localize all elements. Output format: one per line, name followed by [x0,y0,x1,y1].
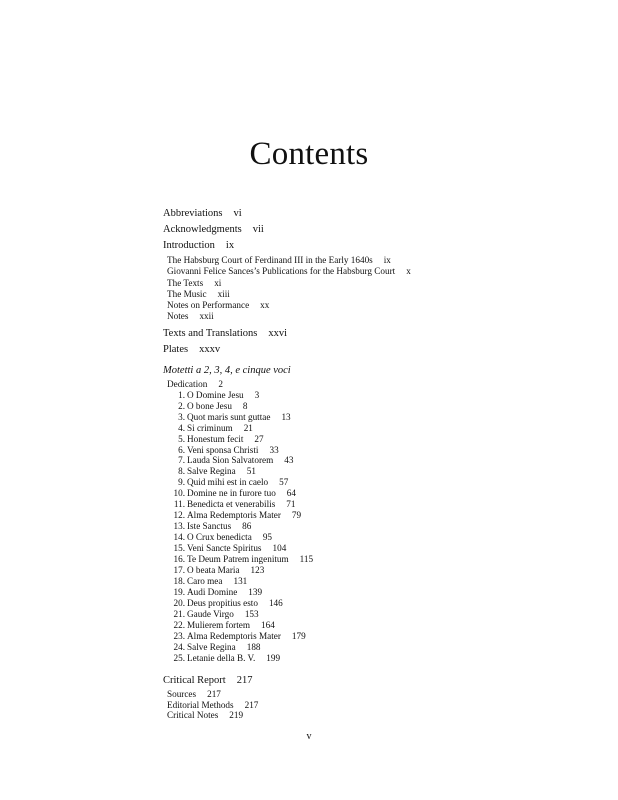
toc-subentry[interactable] [163,311,583,322]
introduction-subsections [163,255,583,323]
toc-entry-plates[interactable] [163,342,583,358]
toc-page: 131 [233,575,248,586]
toc-subentry[interactable] [163,710,583,721]
motet-entry[interactable] [167,576,583,587]
toc-page: 57 [279,477,289,488]
motet-number: 5. [178,433,185,444]
toc-page: xi [214,277,222,288]
front-matter [163,206,583,254]
toc-label: Salve Regina [187,466,236,477]
toc-page: 217 [236,674,253,686]
motet-entry[interactable] [167,488,583,499]
motet-number: 9. [178,477,185,488]
toc-subentry[interactable] [163,689,583,700]
motet-entry[interactable] [167,587,583,598]
motet-entry[interactable] [167,653,583,664]
toc-label: Giovanni Felice Sances’s Publications for the Habsburg Court [167,266,396,277]
toc-page: 95 [262,532,272,543]
toc-page: 79 [291,510,302,521]
motet-number: 12. [173,510,185,521]
toc-label: Domine ne in furore tuo [187,488,276,499]
motet-number: 18. [173,575,185,586]
motet-number: 15. [173,543,185,554]
toc-page: x [406,266,411,277]
toc-entry-acknowledgments[interactable] [163,222,583,238]
motet-entry[interactable] [167,609,583,620]
toc-label: Notes on Performance [167,300,250,311]
toc-label: Alma Redemptoris Mater [187,630,281,641]
motet-number: 13. [173,521,185,532]
motet-list [163,390,583,664]
toc-page: 146 [268,597,283,608]
toc-page: 71 [286,499,296,510]
motet-entry[interactable] [167,631,583,642]
toc-label: Dedication [167,378,208,389]
toc-label: Mulierem fortem [187,619,251,630]
toc-page: 13 [281,411,291,422]
motet-entry[interactable] [167,401,583,412]
page-title: Contents [249,136,369,172]
toc-page: 8 [242,400,248,411]
toc-label: Abbreviations [163,208,223,219]
toc-page: ix [383,255,391,265]
toc-entry-dedication[interactable] [163,379,583,390]
motet-entry[interactable] [167,499,583,510]
toc-page: xx [260,300,270,311]
motet-number: 14. [173,532,185,543]
motet-number: 17. [173,564,185,575]
toc-page: 21 [243,422,253,433]
toc-subentry[interactable] [163,289,583,300]
toc-page: 217 [207,688,221,699]
toc-page: 86 [242,521,252,532]
toc-subentry[interactable] [163,300,583,311]
toc-label: Critical Notes [167,710,219,721]
toc-label: Veni Sancte Spiritus [187,543,262,554]
toc-page: 33 [269,444,279,455]
toc-page: 2 [218,378,223,389]
motet-entry[interactable] [167,466,583,477]
toc-page: 27 [254,433,264,444]
motet-number: 22. [173,619,185,630]
motet-number: 4. [178,422,185,433]
toc-subentry[interactable] [163,255,583,266]
toc-label: Te Deum Patrem ingenitum [187,554,289,565]
toc-page: 43 [284,455,294,466]
toc-page: xxvi [268,327,288,339]
middle-matter [163,326,583,358]
toc-subentry[interactable] [163,266,583,277]
motet-entry[interactable] [167,434,583,445]
motet-entry[interactable] [167,620,583,631]
motet-entry[interactable] [167,521,583,532]
motet-number: 7. [178,455,185,466]
toc-entry-critical-report[interactable] [163,673,583,689]
toc-label: Deus propitius esto [187,597,258,608]
toc-label: Veni sponsa Christi [187,444,259,455]
toc-page: vii [252,224,264,235]
toc-label: Audi Domine [187,586,238,597]
motet-number: 23. [173,630,185,641]
table-of-contents [163,206,583,721]
motet-entry[interactable] [167,445,583,456]
toc-page: 179 [291,630,306,641]
toc-label: Iste Sanctus [187,521,232,532]
toc-subentry[interactable] [163,700,583,711]
toc-label: O beata Maria [187,564,240,575]
toc-page: 217 [244,699,259,710]
toc-page: 139 [248,586,263,597]
motetti-heading: Motetti a 2, 3, 4, e cinque voci [163,364,291,376]
toc-page: 104 [272,543,287,554]
motet-number: 8. [178,466,185,477]
toc-page: xiii [217,288,230,299]
toc-label: Benedicta et venerabilis [187,499,276,510]
toc-label: Gaude Virgo [187,608,234,619]
motet-entry[interactable] [167,423,583,434]
toc-label: Acknowledgments [163,224,242,235]
toc-page: 64 [286,488,296,499]
toc-subentry[interactable] [163,278,583,289]
toc-label: O Crux benedicta [187,532,252,543]
toc-label: O Domine Jesu [187,389,244,400]
motet-entry[interactable] [167,455,583,466]
critical-report [163,673,583,722]
toc-label: Notes [167,311,189,322]
toc-label: O bone Jesu [187,400,232,411]
toc-label: Alma Redemptoris Mater [187,510,281,521]
motet-number: 19. [173,586,185,597]
motet-entry[interactable] [167,543,583,554]
motet-entry[interactable] [167,510,583,521]
motet-entry[interactable] [167,532,583,543]
toc-label: Quot maris sunt guttae [187,411,271,422]
toc-label: Critical Report [163,674,226,686]
toc-entry-introduction[interactable] [163,238,583,254]
toc-page: 188 [246,641,261,652]
toc-page: 51 [246,466,256,477]
toc-page: 199 [266,652,281,663]
toc-page: 115 [299,554,314,565]
toc-page: xxii [199,311,214,322]
toc-page: 219 [229,710,244,721]
toc-entry-abbreviations[interactable] [163,206,583,222]
toc-page: 3 [254,389,260,400]
toc-label: Caro mea [187,575,223,586]
toc-entry-texts-translations[interactable] [163,326,583,342]
toc-label: Quid mihi est in caelo [187,477,269,488]
toc-label: Texts and Translations [163,327,258,339]
page-number: v [306,731,312,742]
motet-entry[interactable] [167,642,583,653]
toc-label: Introduction [163,240,215,251]
toc-page: ix [225,240,235,251]
toc-label: Plates [163,343,189,355]
motet-number: 16. [173,554,185,565]
motet-number: 10. [173,488,185,499]
toc-label: Lauda Sion Salvatorem [187,455,274,466]
motet-entry[interactable] [167,390,583,401]
motet-number: 11. [173,499,185,510]
motet-number: 25. [173,652,185,663]
toc-label: Salve Regina [187,641,236,652]
motet-number: 2. [178,400,185,411]
toc-label: The Habsburg Court of Ferdinand III in the Early 1640s [167,255,373,265]
motet-number: 1. [178,389,185,400]
motet-number: 24. [173,641,185,652]
motet-number: 21. [173,608,185,619]
toc-label: Si criminum [187,422,233,433]
toc-label: The Texts [167,277,204,288]
toc-page: 164 [261,619,275,630]
motet-number: 3. [178,411,185,422]
toc-label: Sources [167,688,197,699]
toc-label: Editorial Methods [167,699,234,710]
toc-page: 153 [244,608,259,619]
motet-entry[interactable] [167,412,583,423]
motet-entry[interactable] [167,477,583,488]
toc-label: The Music [167,288,207,299]
motet-number: 20. [173,597,185,608]
toc-page: vi [233,208,242,219]
motet-entry[interactable] [167,554,583,565]
toc-label: Letanie della B. V. [187,652,256,663]
toc-page: xxxv [199,343,221,355]
motet-entry[interactable] [167,565,583,576]
toc-label: Honestum fecit [187,433,244,444]
toc-page: 123 [250,564,265,575]
motet-entry[interactable] [167,598,583,609]
motet-number: 6. [178,444,185,455]
